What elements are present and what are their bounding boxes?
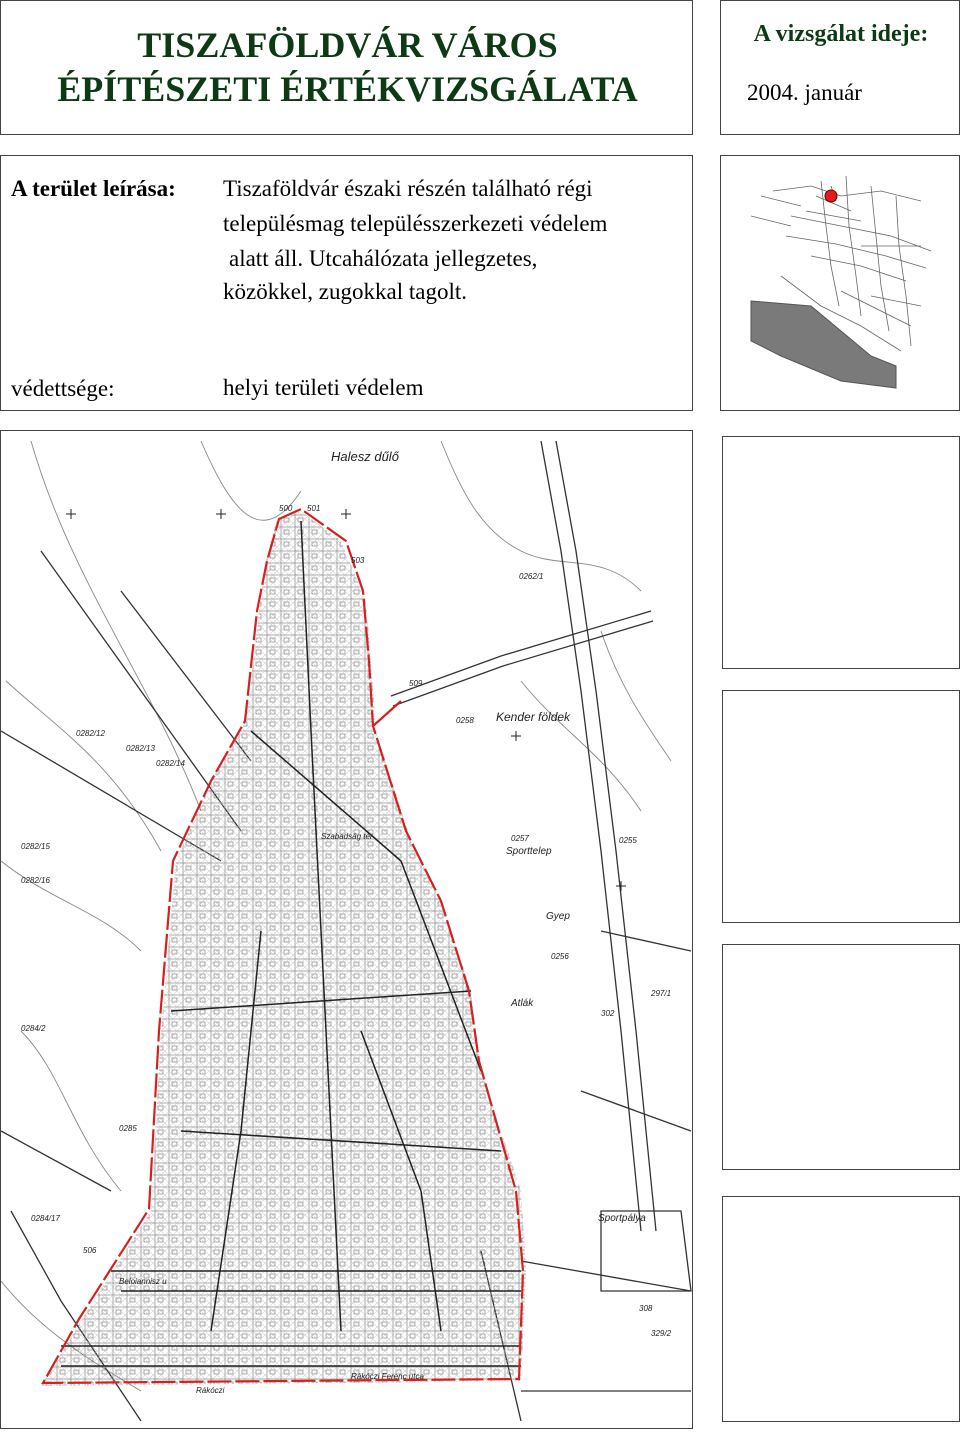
map-label: 501 bbox=[307, 504, 321, 513]
description-box bbox=[0, 155, 693, 411]
map-label: 0262/1 bbox=[519, 572, 544, 581]
map-label: 503 bbox=[351, 556, 365, 565]
map-label: Szabadság tér bbox=[321, 832, 373, 841]
protection-value: helyi területi védelem bbox=[223, 375, 424, 400]
description-line: közökkel, zugokkal tagolt. bbox=[223, 279, 467, 304]
description-line: Tiszaföldvár északi részén található régi bbox=[223, 176, 593, 201]
map-label: 0284/2 bbox=[21, 1024, 46, 1033]
description-label: A terület leírása: bbox=[11, 176, 176, 201]
description-line: településmag településszerkezeti védelem bbox=[223, 211, 608, 236]
photo-placeholder-3 bbox=[722, 944, 960, 1170]
map-label: 0285 bbox=[119, 1124, 137, 1133]
cadastral-map bbox=[1, 431, 692, 1428]
map-label: Sporttelep bbox=[506, 846, 552, 857]
map-label: Atlák bbox=[511, 998, 534, 1009]
map-label: 0284/17 bbox=[31, 1214, 60, 1223]
map-label: 308 bbox=[639, 1304, 653, 1313]
map-label: 0282/16 bbox=[21, 876, 50, 885]
title-box bbox=[0, 0, 693, 135]
map-label: 297/1 bbox=[651, 989, 672, 998]
map-label: Beloiannisz u bbox=[119, 1277, 167, 1286]
date-value: 2004. január bbox=[747, 80, 862, 105]
document-title-line2: ÉPÍTÉSZETI ÉRTÉKVIZSGÁLATA bbox=[57, 69, 638, 109]
map-label: 0255 bbox=[619, 836, 637, 845]
photo-placeholder-4 bbox=[722, 1196, 960, 1422]
map-label: 0282/15 bbox=[21, 842, 50, 851]
map-label: 0282/14 bbox=[156, 759, 185, 768]
map-label: 506 bbox=[83, 1246, 97, 1255]
map-label: 0258 bbox=[456, 716, 474, 725]
map-label: Gyep bbox=[546, 911, 570, 922]
map-label: Halesz dűlő bbox=[331, 449, 399, 464]
map-label: Rákóczi Ferenc utca bbox=[351, 1372, 424, 1381]
map-label: Rákóczi bbox=[196, 1386, 225, 1395]
map-label: 302 bbox=[601, 1009, 615, 1018]
date-label: A vizsgálat ideje: bbox=[753, 21, 929, 47]
description-line: alatt áll. Utcahálózata jellegzetes, bbox=[229, 246, 538, 271]
map-label: 0256 bbox=[551, 952, 569, 961]
map-label: 509 bbox=[409, 679, 423, 688]
protection-label: védettsége: bbox=[11, 376, 115, 401]
location-marker-icon bbox=[825, 190, 837, 202]
map-label: 0282/12 bbox=[76, 729, 105, 738]
locator-map-box bbox=[720, 155, 960, 411]
date-box bbox=[720, 0, 960, 135]
map-label: 500 bbox=[279, 504, 293, 513]
map-label: 0257 bbox=[511, 834, 529, 843]
map-label: Sportpálya bbox=[598, 1213, 646, 1224]
photo-placeholder-2 bbox=[722, 690, 960, 923]
document-title-line1: TISZAFÖLDVÁR VÁROS bbox=[137, 25, 558, 65]
cadastral-map-box bbox=[0, 430, 693, 1429]
map-label: 0282/13 bbox=[126, 744, 155, 753]
map-label: Kender földek bbox=[496, 710, 571, 724]
map-label: 329/2 bbox=[651, 1329, 672, 1338]
locator-map bbox=[721, 156, 959, 410]
photo-placeholder-1 bbox=[722, 436, 960, 669]
